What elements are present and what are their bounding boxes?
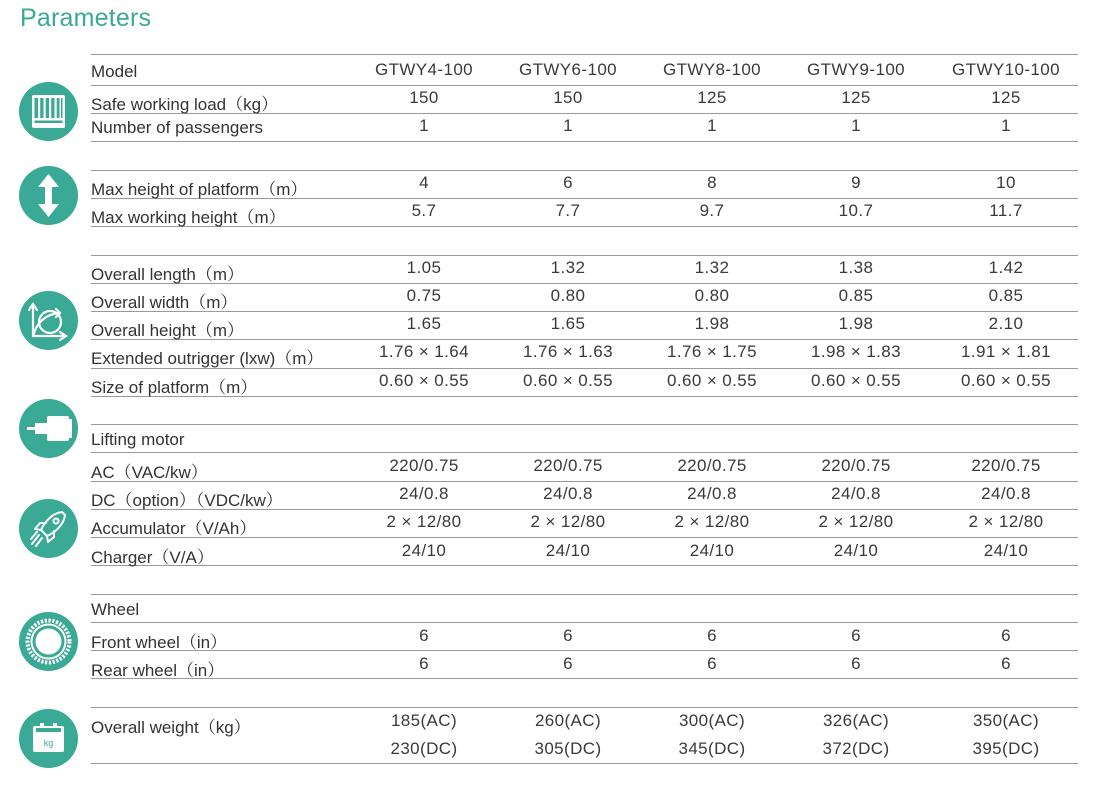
row-value: 1 [563, 116, 573, 135]
row-value: 6 [419, 654, 429, 673]
row-value: 0.80 [550, 286, 586, 305]
row-value: 6 [563, 626, 573, 645]
row-value: 6 [851, 626, 861, 645]
table-row [91, 711, 1078, 739]
row-value: 150 [553, 88, 583, 107]
row-value: 0.60 × 0.55 [811, 371, 901, 390]
row-label: Extended outrigger (lxw)（m） [91, 349, 324, 368]
row-value: 220/0.75 [533, 456, 603, 475]
row-value: 0.85 [988, 286, 1024, 305]
row-label: Accumulator（V/Ah） [91, 519, 257, 538]
table-row [91, 201, 1078, 229]
table-row [91, 116, 1078, 144]
row-value: 6 [707, 626, 717, 645]
row-value: 1.98 [694, 314, 730, 333]
table-row [91, 342, 1078, 370]
row-value: 2.10 [988, 314, 1024, 333]
vertical-arrows-icon [19, 166, 78, 225]
gear-wheel-icon [19, 612, 78, 671]
rocket-icon [19, 499, 78, 558]
row-value: 4 [419, 173, 429, 192]
row-value: 326(AC) [822, 711, 890, 730]
row-value: 11.7 [989, 201, 1023, 220]
row-value: 372(DC) [822, 739, 890, 758]
row-value: 6 [707, 654, 717, 673]
row-value: 125 [697, 88, 727, 107]
dimensions-axes-icon [19, 291, 78, 350]
row-label: AC（VAC/kw） [91, 463, 208, 482]
row-value: 9 [851, 173, 861, 192]
row-value: 395(DC) [972, 739, 1040, 758]
model-name: GTWY10-100 [952, 60, 1060, 79]
row-value: 6 [563, 173, 573, 192]
divider [91, 594, 1078, 595]
row-value: 24/0.8 [687, 484, 737, 503]
table-row [91, 512, 1078, 540]
row-value: 2 × 12/80 [386, 512, 462, 531]
model-header-label: Model [91, 62, 138, 81]
row-value: 0.60 × 0.55 [379, 371, 469, 390]
row-value: 6 [419, 626, 429, 645]
row-value: 0.80 [694, 286, 730, 305]
row-label: Safe working load（kg） [91, 95, 279, 114]
row-value: 230(DC) [390, 739, 458, 758]
model-name: GTWY4-100 [374, 60, 474, 79]
row-label: Front wheel（in） [91, 633, 228, 652]
row-value: 220/0.75 [677, 456, 747, 475]
row-value: 220/0.75 [821, 456, 891, 475]
row-value: 1.65 [406, 314, 442, 333]
weight-icon-label: kg [43, 738, 54, 748]
divider [91, 170, 1078, 171]
row-value: 24/10 [833, 541, 879, 560]
row-value: 150 [409, 88, 439, 107]
row-value: 125 [841, 88, 871, 107]
row-value: 300(AC) [678, 711, 746, 730]
model-name: GTWY8-100 [662, 60, 762, 79]
divider [91, 707, 1078, 708]
motor-plug-icon [19, 399, 78, 458]
row-label: Charger（V/A） [91, 548, 214, 567]
model-name: GTWY6-100 [518, 60, 618, 79]
row-label: DC（option）（VDC/kw） [91, 491, 283, 510]
row-value: 6 [851, 654, 861, 673]
table-header-row [91, 60, 1078, 88]
row-value: 1.76 × 1.75 [667, 342, 757, 361]
row-label: Overall length（m） [91, 265, 245, 284]
row-label: Rear wheel（in） [91, 661, 225, 680]
divider [91, 54, 1078, 55]
row-value: 1.32 [694, 258, 730, 277]
section-heading-row [91, 598, 1078, 626]
row-value: 1 [851, 116, 861, 135]
row-value: 185(AC) [390, 711, 458, 730]
table-row [91, 286, 1078, 314]
row-value: 1 [419, 116, 429, 135]
row-value: 24/10 [545, 541, 591, 560]
row-value: 345(DC) [678, 739, 746, 758]
row-value: 5.7 [411, 201, 437, 220]
row-label: Size of platform（m） [91, 378, 258, 397]
cage-icon [19, 82, 78, 141]
table-row [91, 541, 1078, 569]
row-value: 0.60 × 0.55 [523, 371, 613, 390]
weight-kg-icon [19, 709, 78, 768]
row-value: 1.38 [838, 258, 874, 277]
row-label: Number of passengers [91, 118, 263, 137]
row-value: 0.60 × 0.55 [667, 371, 757, 390]
table-row [91, 88, 1078, 116]
row-value: 2 × 12/80 [818, 512, 894, 531]
row-value: 0.75 [406, 286, 442, 305]
row-value: 220/0.75 [389, 456, 459, 475]
row-value: 2 × 12/80 [530, 512, 606, 531]
table-row [91, 654, 1078, 682]
row-value: 10.7 [838, 201, 874, 220]
section-heading: Lifting motor [91, 430, 185, 449]
table-row [91, 314, 1078, 342]
table-row [91, 371, 1078, 399]
row-label: Overall weight（kg） [91, 718, 251, 737]
row-value: 0.60 × 0.55 [961, 371, 1051, 390]
row-value: 125 [991, 88, 1021, 107]
row-value: 305(DC) [534, 739, 602, 758]
row-label: Overall width（m） [91, 293, 238, 312]
row-value: 8 [707, 173, 717, 192]
row-value: 1.76 × 1.64 [379, 342, 469, 361]
table-row [91, 626, 1078, 654]
row-value: 9.7 [699, 201, 725, 220]
table-row [91, 456, 1078, 484]
row-value: 6 [563, 654, 573, 673]
row-value: 2 × 12/80 [674, 512, 750, 531]
divider [91, 255, 1078, 256]
table-row [91, 173, 1078, 201]
row-value: 24/0.8 [399, 484, 449, 503]
row-value: 1.65 [550, 314, 586, 333]
model-name: GTWY9-100 [806, 60, 906, 79]
row-value: 260(AC) [534, 711, 602, 730]
row-value: 24/0.8 [981, 484, 1031, 503]
row-value: 1 [1001, 116, 1011, 135]
section-heading-row [91, 428, 1078, 456]
row-value: 7.7 [555, 201, 581, 220]
table-row [91, 739, 1078, 767]
row-value: 24/10 [689, 541, 735, 560]
row-value: 1.98 × 1.83 [811, 342, 901, 361]
row-value: 1.42 [988, 258, 1024, 277]
row-label: Max working height（m） [91, 208, 286, 227]
row-value: 24/10 [983, 541, 1029, 560]
divider [91, 424, 1078, 425]
table-row [91, 484, 1078, 512]
row-label: Overall height（m） [91, 321, 245, 340]
row-value: 1 [707, 116, 717, 135]
row-value: 2 × 12/80 [968, 512, 1044, 531]
row-value: 24/10 [401, 541, 447, 560]
page-title: Parameters [20, 4, 152, 32]
row-value: 1.05 [406, 258, 442, 277]
row-value: 24/0.8 [543, 484, 593, 503]
row-value: 24/0.8 [831, 484, 881, 503]
row-value: 1.91 × 1.81 [961, 342, 1051, 361]
row-value: 350(AC) [972, 711, 1040, 730]
row-value: 10 [996, 173, 1016, 192]
row-label: Max height of platform（m） [91, 180, 308, 199]
section-heading: Wheel [91, 600, 140, 619]
row-value: 0.85 [838, 286, 874, 305]
row-value: 1.32 [550, 258, 586, 277]
row-value: 220/0.75 [971, 456, 1041, 475]
row-value: 1.98 [838, 314, 874, 333]
table-row [91, 258, 1078, 286]
row-value: 6 [1001, 626, 1011, 645]
row-value: 6 [1001, 654, 1011, 673]
row-value: 1.76 × 1.63 [523, 342, 613, 361]
